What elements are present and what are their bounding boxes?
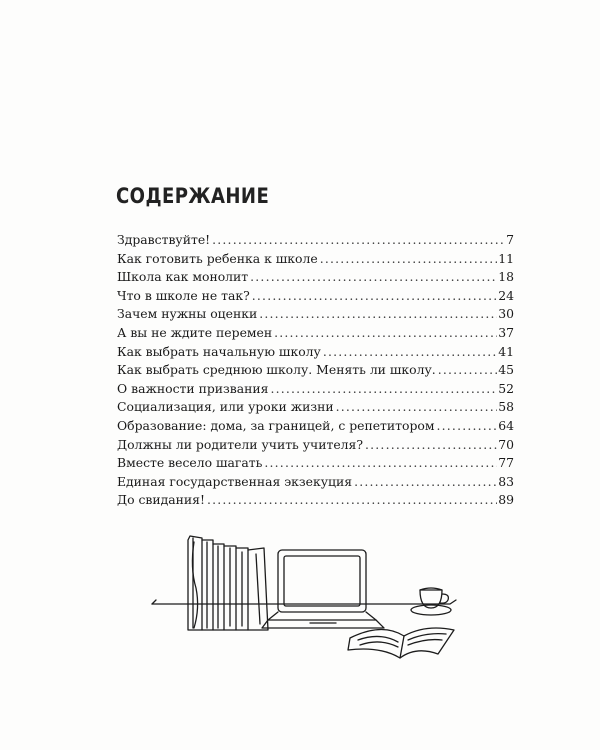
toc-leader-dots (438, 361, 498, 380)
toc-list (117, 231, 514, 510)
toc-entry-page: 83 (498, 473, 514, 489)
toc-entry-page: 41 (498, 343, 514, 359)
toc-entry-page: 24 (498, 287, 514, 303)
toc-leader-dots (354, 473, 497, 492)
toc-entry (117, 305, 514, 324)
toc-entry-title: Здравствуйте! (117, 232, 211, 247)
toc-leader-dots (320, 250, 498, 269)
toc-entry-title: Социализация, или уроки жизни (117, 399, 334, 415)
toc-entry-title: До свидания! (117, 492, 205, 508)
toc-entry-title: Что в школе не так? (117, 287, 250, 303)
toc-entry-page: 37 (498, 324, 514, 340)
toc-entry (117, 473, 514, 492)
toc-entry-title: Школа как монолит (117, 269, 249, 285)
toc-entry-page: 64 (498, 417, 514, 433)
desk-line-drawing-icon (150, 528, 470, 660)
toc-entry (117, 231, 514, 250)
toc-entry (117, 250, 514, 269)
toc-entry-title: Зачем нужны оценки (117, 306, 258, 322)
toc-entry-page: 7 (506, 232, 514, 247)
toc-entry-page: 58 (498, 399, 514, 415)
toc-leader-dots (437, 417, 498, 436)
toc-entry (117, 491, 514, 510)
books-icon (188, 536, 268, 630)
toc-title: СОДЕРЖАНИЕ (116, 184, 270, 208)
toc-leader-dots (212, 231, 505, 250)
toc-entry (117, 361, 514, 380)
toc-leader-dots (365, 436, 497, 455)
toc-entry-title: Как выбрать среднюю школу. Менять ли школу. (117, 362, 436, 378)
toc-entry (117, 454, 514, 473)
toc-leader-dots (336, 398, 498, 417)
toc-entry (117, 436, 514, 455)
toc-entry-page: 52 (498, 380, 514, 396)
toc-entry-title: Как готовить ребенка к школе (117, 250, 318, 266)
toc-leader-dots (259, 305, 497, 324)
coffee-cup-icon (411, 588, 451, 615)
laptop-icon (262, 550, 384, 628)
open-book-icon (348, 628, 454, 658)
toc-entry-page: 70 (498, 436, 514, 452)
toc-entry-page: 18 (498, 269, 514, 285)
toc-entry (117, 287, 514, 306)
toc-entry-page: 89 (498, 492, 514, 508)
toc-entry-page: 11 (498, 250, 514, 266)
toc-leader-dots (270, 380, 497, 399)
toc-entry (117, 398, 514, 417)
toc-leader-dots (264, 454, 497, 473)
toc-entry-title: Образование: дома, за границей, с репетитором (117, 417, 435, 433)
toc-entry-title: А вы не ждите перемен (117, 324, 273, 340)
toc-leader-dots (207, 491, 497, 510)
toc-leader-dots (252, 287, 497, 306)
toc-entry (117, 343, 514, 362)
toc-entry-title: Вместе весело шагать (117, 455, 263, 471)
toc-leader-dots (274, 324, 497, 343)
toc-entry-page: 45 (498, 362, 514, 378)
toc-entry-page: 30 (498, 306, 514, 322)
toc-entry (117, 417, 514, 436)
toc-entry (117, 268, 514, 287)
toc-entry-title: Единая государственная экзекуция (117, 473, 353, 489)
toc-entry (117, 324, 514, 343)
toc-entry (117, 380, 514, 399)
toc-entry-title: Должны ли родители учить учителя? (117, 436, 364, 452)
toc-leader-dots (250, 268, 497, 287)
toc-entry-title: О важности призвания (117, 380, 269, 396)
toc-entry-page: 77 (498, 455, 514, 471)
toc-entry-title: Как выбрать начальную школу (117, 343, 321, 359)
toc-leader-dots (323, 343, 497, 362)
